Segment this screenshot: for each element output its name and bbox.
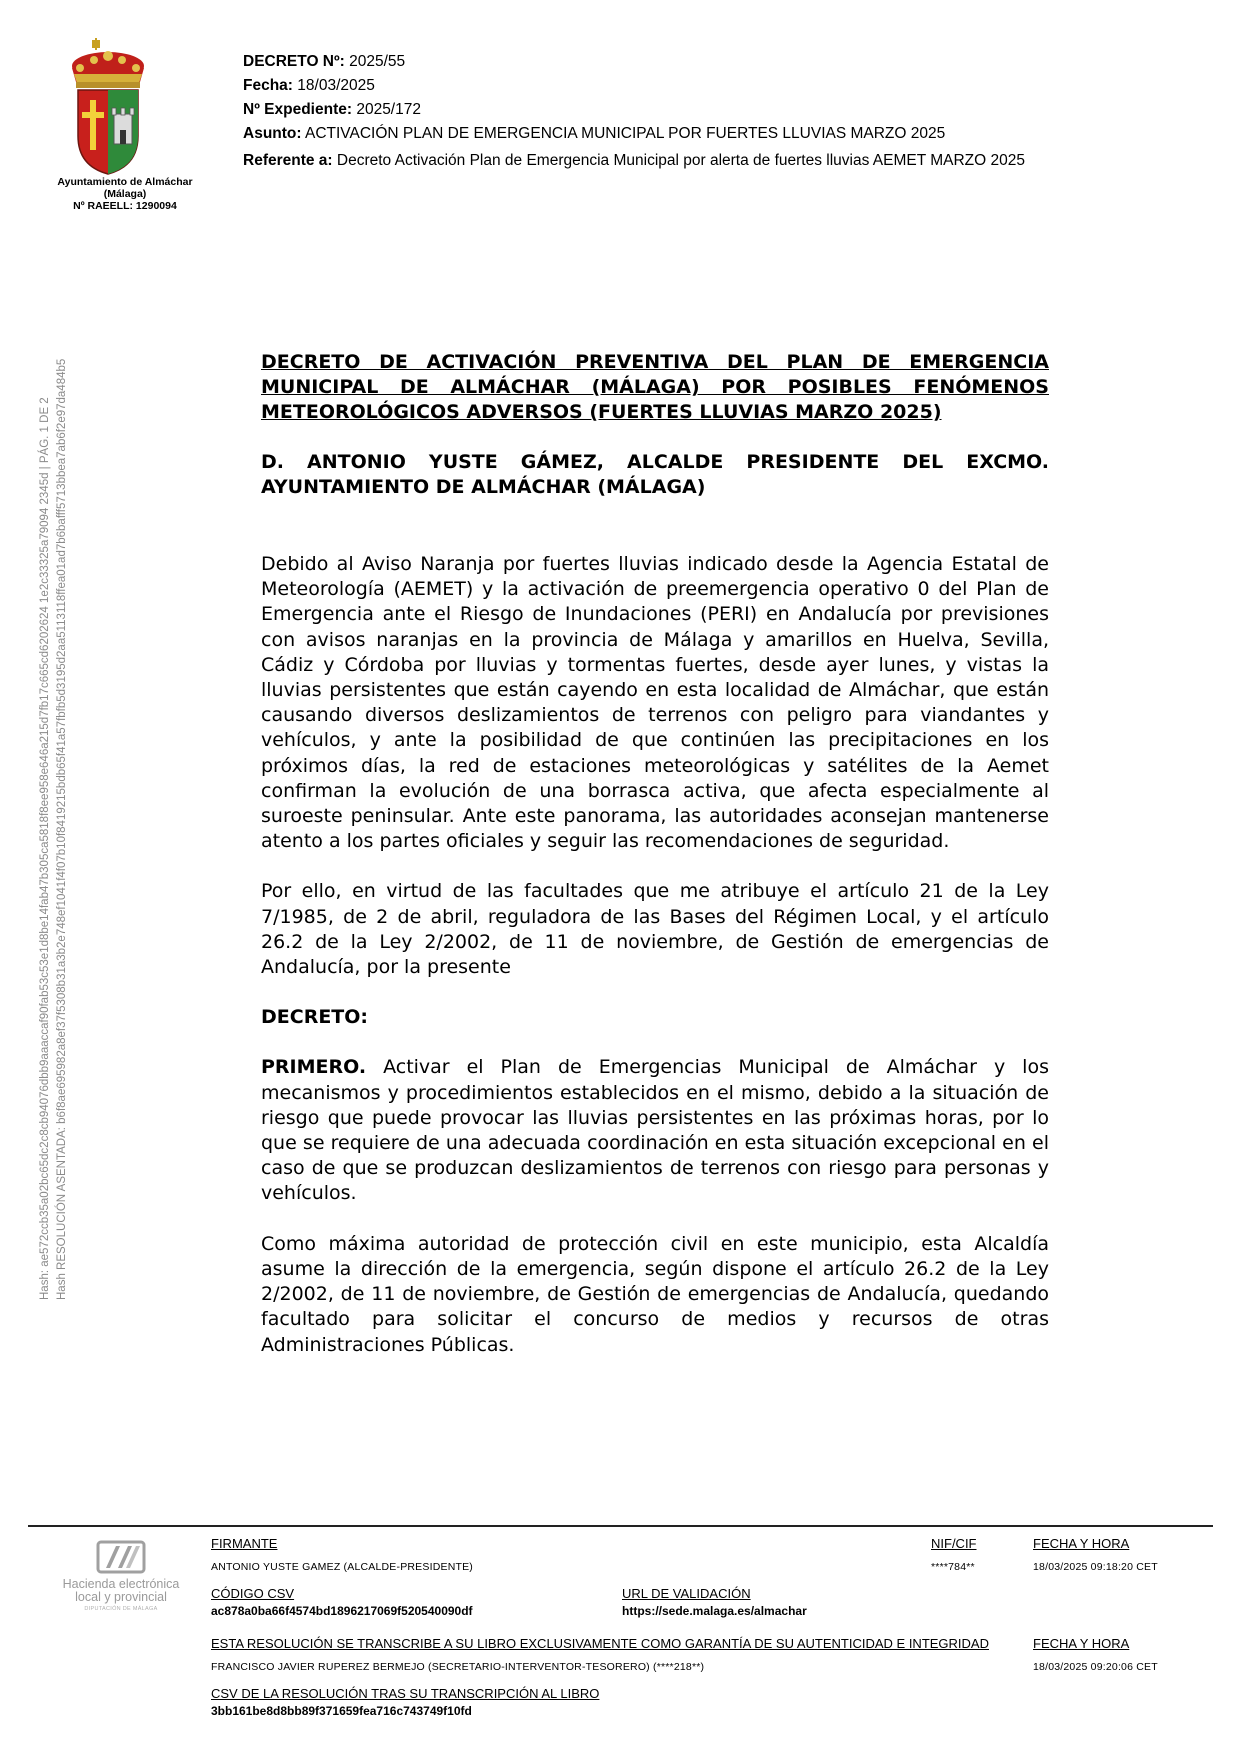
- fecha-value: 18/03/2025: [297, 77, 375, 94]
- resolution-hash-line: Hash RESOLUCIÓN ASENTADA: b6f8ae695982a8ef37f5308b31a3b2e748ef1041f4f07b10f8419215bdb65f41a57fbfb5d3195d2aa5113118ffea01ad7b6bafff5713bbea7ab6f2e97da484b5: [56, 358, 68, 1300]
- expediente-label: Nº Expediente:: [243, 101, 353, 118]
- asunto-label: Asunto:: [243, 125, 302, 142]
- expediente-value: 2025/172: [356, 101, 421, 118]
- side-hashes: [37, 200, 77, 1300]
- fecha-hora-value: 18/03/2025 09:18:20 CET: [1033, 1561, 1158, 1573]
- crest-caption-line: Ayuntamiento de Almáchar: [57, 176, 193, 188]
- decreto-number-row: [243, 50, 1025, 74]
- document-body: [261, 350, 1049, 1358]
- signatory-heading: D. ANTONIO YUSTE GÁMEZ, ALCALDE PRESIDENTE DEL EXCMO. AYUNTAMIENTO DE ALMÁCHAR (MÁLAGA): [261, 450, 1049, 498]
- primero-text: Activar el Plan de Emergencias Municipal de Almáchar y los mecanismos y procedimientos establecidos en el mismo, debido a la situación de riesgo que puede provocar las lluvias persistentes en las próximas horas, por lo que se requiere de una adecuada coordinación en esta situación excepcional en el caso de que se produzcan deslizamientos de terrenos con riesgo para personas y vehículos.: [261, 1056, 1049, 1205]
- asunto-value: ACTIVACIÓN PLAN DE EMERGENCIA MUNICIPAL POR FUERTES LLUVIAS MARZO 2025: [305, 125, 946, 142]
- document-title: DECRETO DE ACTIVACIÓN PREVENTIVA DEL PLAN DE EMERGENCIA MUNICIPAL DE ALMÁCHAR (MÁLAGA) POR POSIBLES FENÓMENOS METEOROLÓGICOS ADVERSOS (FUERTES LLUVIAS MARZO 2025): [261, 351, 1049, 424]
- decreto-heading: DECRETO:: [261, 1006, 369, 1029]
- csv-libro-label: CSV DE LA RESOLUCIÓN TRAS SU TRANSCRIPCIÓN AL LIBRO: [211, 1686, 600, 1701]
- expediente-row: [243, 98, 1025, 122]
- codigo-csv-value: ac878a0ba66f4574bd1896217069f520540090df: [211, 1604, 473, 1618]
- fecha-hora2-value: 18/03/2025 09:20:06 CET: [1033, 1661, 1158, 1673]
- header-metadata: [243, 50, 1025, 173]
- referente-value: Decreto Activación Plan de Emergencia Municipal por alerta de fuertes lluvias AEMET MARZO 2025: [336, 152, 1025, 169]
- crest-caption-line: (Málaga): [103, 188, 147, 200]
- hash-line: Hash: ae572ccb35a02bc65dc2c8cb94076dbb9aaaccaf90fab53c53e1d8be14fab47b305ca5818f8ee958e646a215d7fb17c665cd6202624 1e2c33325a79094 2345d | PÁG. 1 DE 2: [39, 397, 51, 1300]
- hacienda-logo-icon: [96, 1540, 146, 1574]
- paragraph-autoridad: Como máxima autoridad de protección civil en este municipio, esta Alcaldía asume la dirección de la emergencia, según dispone el artículo 26.2 de la Ley 2/2002, de 11 de noviembre, de Gestión de emergencias de Andalucía, quedando facultado para solicitar el concurso de medios y recursos de otras Administraciones Públicas.: [261, 1232, 1049, 1356]
- firmante-value: ANTONIO YUSTE GAMEZ (ALCALDE-PRESIDENTE): [211, 1561, 473, 1573]
- fecha-hora-label: FECHA Y HORA: [1033, 1536, 1130, 1551]
- asunto-row: [243, 122, 1025, 146]
- url-validacion-link[interactable]: https://sede.malaga.es/almachar: [622, 1604, 807, 1618]
- csv-libro-value: 3bb161be8d8bb89f371659fea716c743749f10fd: [211, 1704, 472, 1718]
- nif-value: ****784**: [931, 1561, 975, 1573]
- crest-caption-line: Nº RAEELL: 1290094: [73, 200, 177, 212]
- logo-text-line3: DIPUTACIÓN DE MÁLAGA: [84, 1606, 158, 1612]
- primero-label: PRIMERO.: [261, 1056, 367, 1079]
- codigo-csv-label: CÓDIGO CSV: [211, 1586, 295, 1601]
- fecha-row: [243, 74, 1025, 98]
- crest-icon: [58, 38, 188, 178]
- fecha-hora2-label: FECHA Y HORA: [1033, 1636, 1130, 1651]
- referente-label: Referente a:: [243, 152, 333, 169]
- paragraph-primero: [261, 1055, 1049, 1206]
- paragraph-facultades: Por ello, en virtud de las facultades que me atribuye el artículo 21 de la Ley 7/1985, de 2 de abril, reguladora de las Bases del Régimen Local, y el artículo 26.2 de la Ley 2/2002, de 11 de noviembre, de Gestión de emergencias de Andalucía, por la presente: [261, 880, 1049, 979]
- footer-divider: [28, 1525, 1213, 1527]
- transcripcion-label: ESTA RESOLUCIÓN SE TRANSCRIBE A SU LIBRO EXCLUSIVAMENTE COMO GARANTÍA DE SU AUTENTICIDAD E INTEGRIDAD: [211, 1636, 989, 1651]
- paragraph-aviso: Debido al Aviso Naranja por fuertes lluvias indicado desde la Agencia Estatal de Meteorología (AEMET) y la activación de preemergencia operativo 0 del Plan de Emergencia ante el Riesgo de Inundaciones (PERI) en Andalucía por previsiones con avisos naranjas en la provincia de Málaga y amarillos en Huelva, Sevilla, Cádiz y Córdoba por lluvias y tormentas fuertes, desde ayer lunes, y vistas la lluvias persistentes que están cayendo en esta localidad de Almáchar, que están causando diversos deslizamientos de terrenos con peligro para viandantes y vehículos, y ante la posibilidad de que continúen las precipitaciones en los próximos días, la red de estaciones meteorológicas y satélites de la Aemet confirman la evolución de una borrasca activa, que afecta especialmente al suroeste peninsular. Ante este panorama, las autoridades aconsejan mantenerse atento a los partes oficiales y seguir las recomendaciones de seguridad.: [261, 553, 1049, 853]
- decreto-number-label: DECRETO Nº:: [243, 53, 345, 70]
- logo-text-line2: local y provincial: [75, 1590, 167, 1604]
- url-validacion-label: URL DE VALIDACIÓN: [622, 1586, 751, 1601]
- fecha-label: Fecha:: [243, 77, 293, 94]
- decreto-number-value: 2025/55: [349, 53, 406, 70]
- hacienda-logo: [56, 1540, 186, 1620]
- nif-label: NIF/CIF: [931, 1536, 977, 1551]
- transcripcion-value: FRANCISCO JAVIER RUPEREZ BERMEJO (SECRETARIO-INTERVENTOR-TESORERO) (****218**): [211, 1661, 705, 1673]
- referente-row: [243, 149, 1025, 173]
- logo-text-line1: Hacienda electrónica: [62, 1577, 180, 1591]
- firmante-label: FIRMANTE: [211, 1536, 278, 1551]
